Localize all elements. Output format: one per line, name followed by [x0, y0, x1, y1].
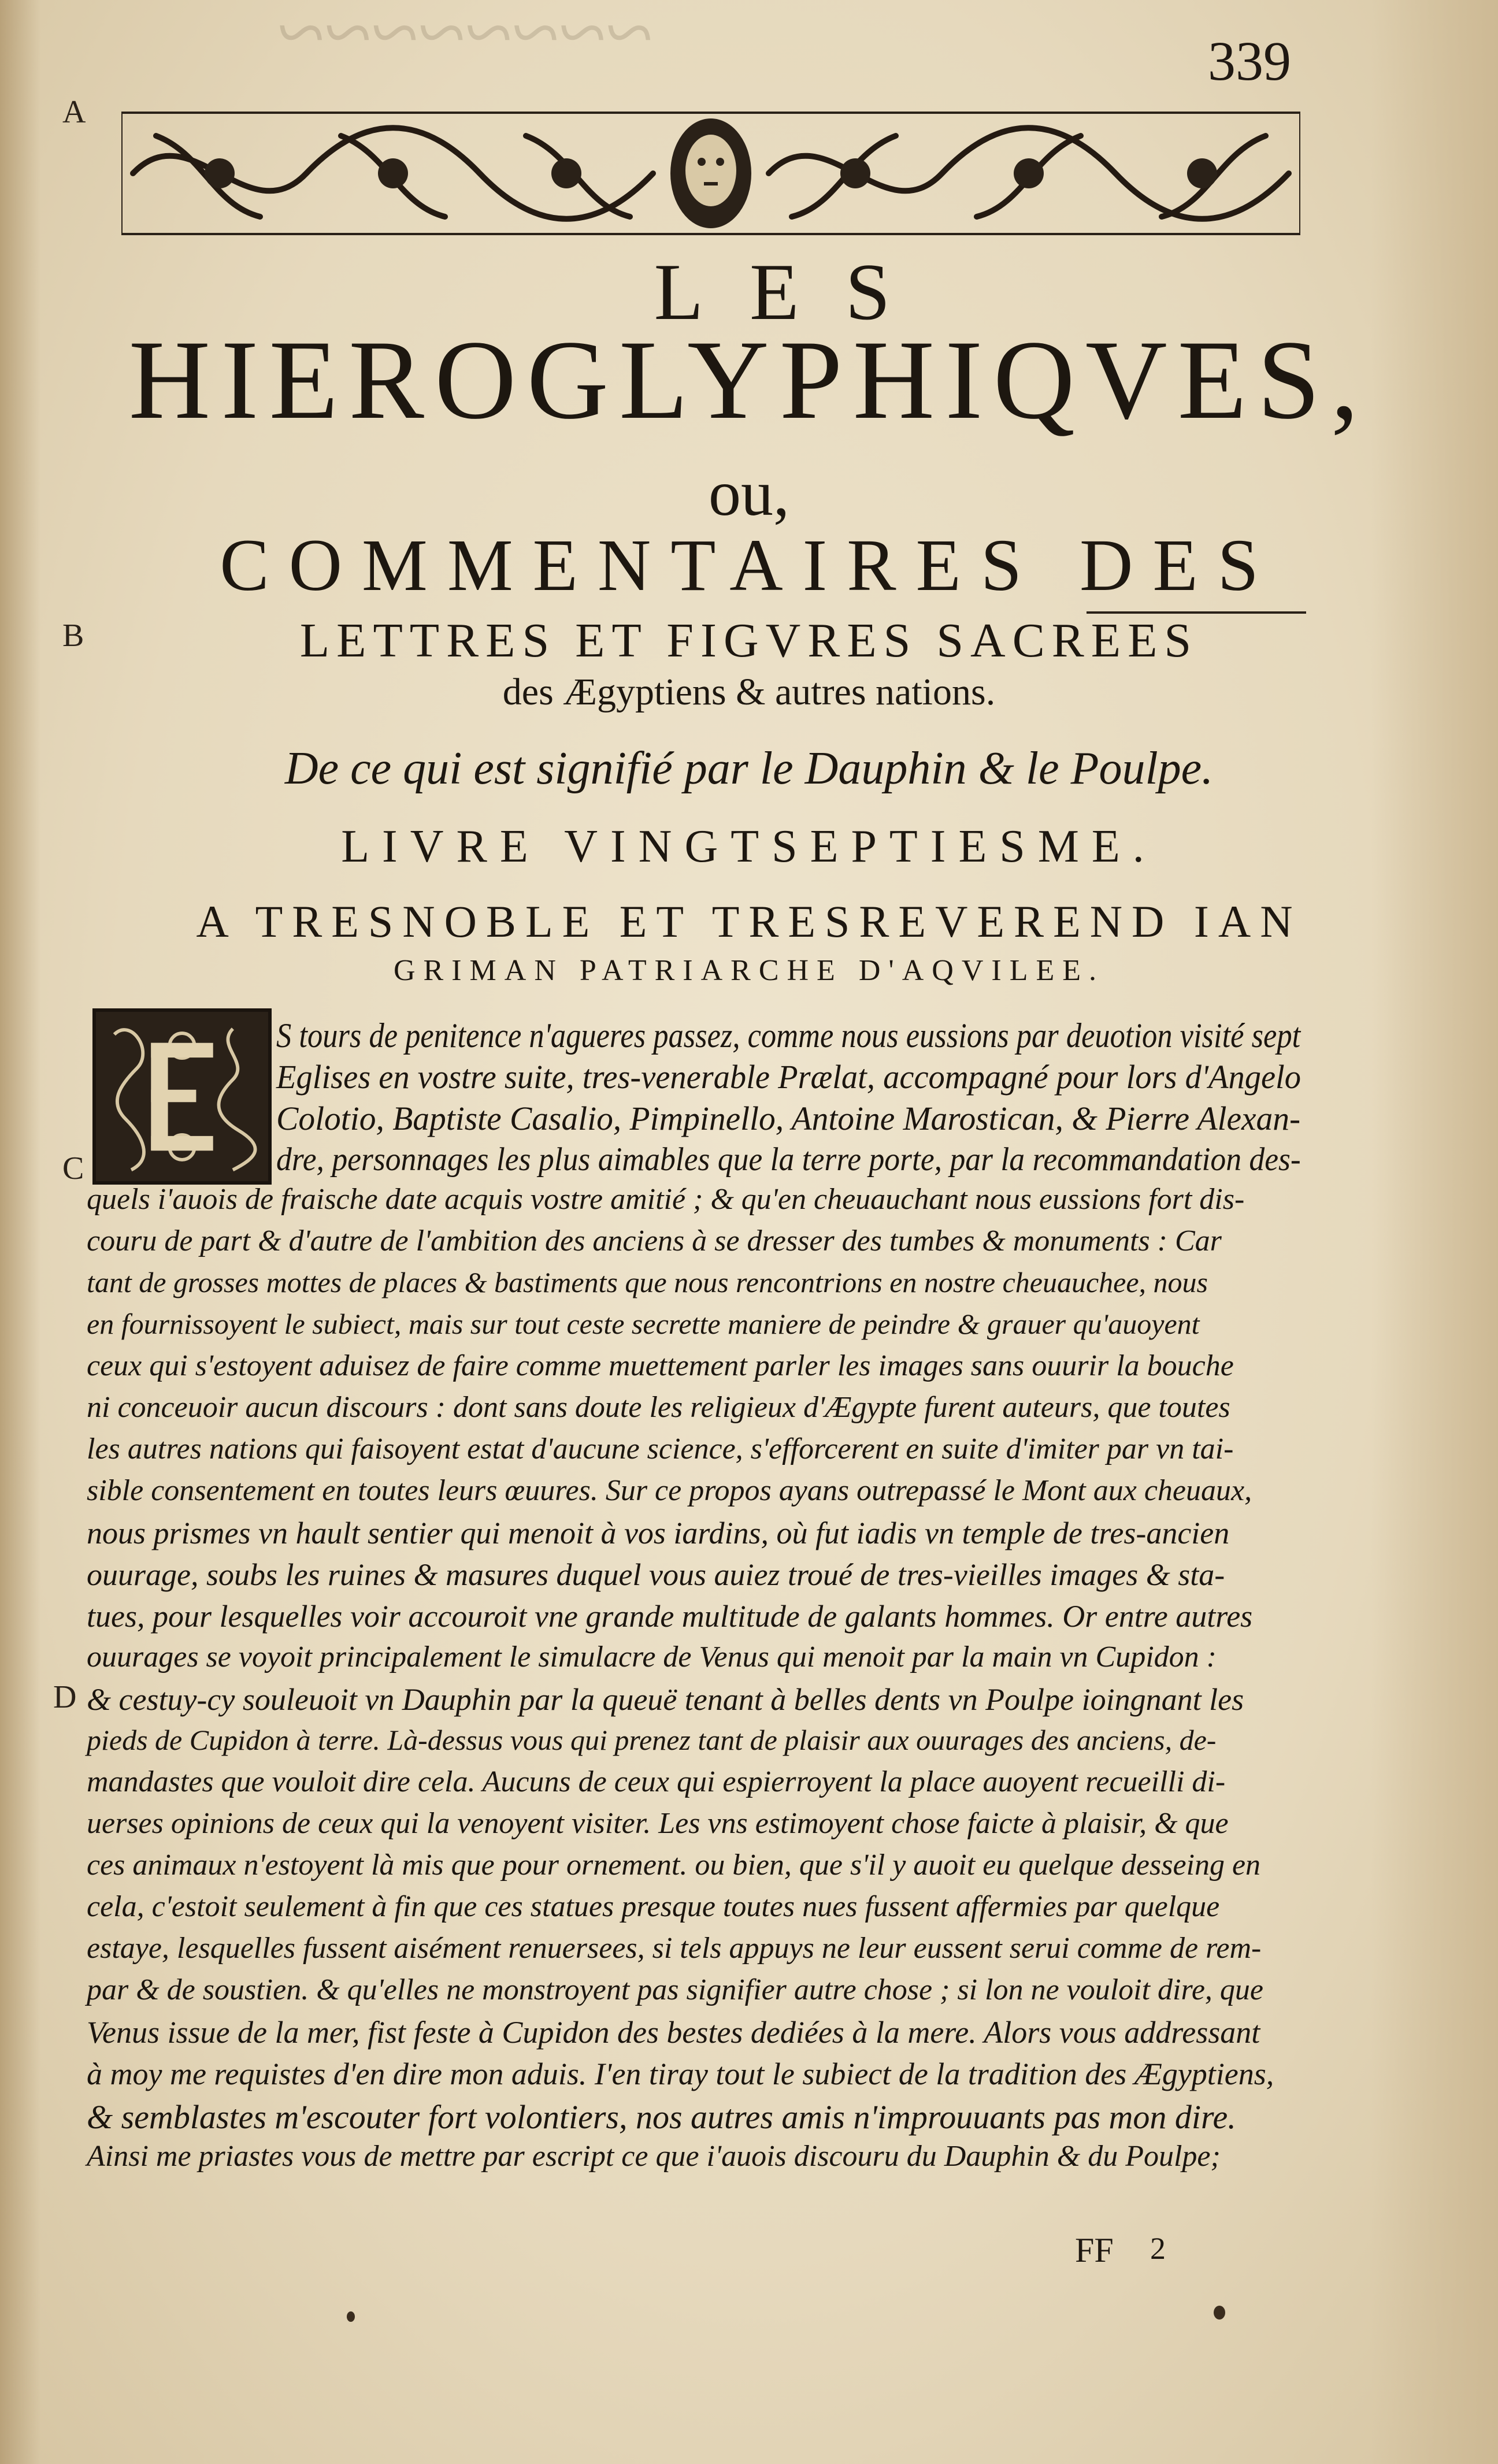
title-commentaires: COMMENTAIRES DES — [220, 524, 1278, 606]
body-line-15: tues, pour lesquelles voir accouroit vne grande multitude de galants hommes. Or entre autres — [87, 1599, 1253, 1634]
chapter-subject: De ce qui est signifié par le Dauphin & le Poulpe. — [284, 743, 1214, 794]
margin-letter-c: C — [62, 1151, 84, 1186]
body-line-21: ces animaux n'estoyent là mis que pour ornement. ou bien, que s'il y auoit eu quelque desseing en — [87, 1849, 1261, 1882]
body-line-20: uerses opinions de ceux qui la venoyent visiter. Les vns estimoyent chose faicte à plaisir, & que — [87, 1807, 1229, 1840]
dedication-line-1: A TRESNOBLE ET TRESREVEREND IAN — [196, 896, 1302, 947]
book-heading: LIVRE VINGTSEPTIESME. — [341, 821, 1157, 872]
body-line-28: Ainsi me priastes vous de mettre par escript ce que i'auois discouru du Dauphin & du Poulpe; — [87, 2140, 1221, 2173]
margin-letter-d: D — [53, 1679, 77, 1715]
body-line-27: & semblastes m'escouter fort volontiers, nos autres amis n'improuuants pas mon dire. — [87, 2098, 1236, 2136]
body-line-14: ouurage, soubs les ruines & masures duquel vous auiez troué de tres-vieilles images & sta- — [87, 1557, 1225, 1592]
signature-number: 2 — [1150, 2231, 1166, 2266]
title-hieroglyphiques: HIEROGLYPHIQVES, — [128, 317, 1370, 443]
body-line-22: cela, c'estoit seulement à fin que ces statues presque toutes nues fussent affermies par quelque — [87, 1890, 1220, 1923]
body-line-16: ouurages se voyoit principalement le simulacre de Venus qui menoit par la main vn Cupidon : — [87, 1641, 1217, 1673]
signature-mark: FF — [1075, 2231, 1114, 2269]
body-line-26: à moy me requistes d'en dire mon aduis. I'en tiray tout le subiect de la tradition des Ægyptiens, — [87, 2057, 1274, 2091]
title-des: des Ægyptiens & autres nations. — [502, 671, 996, 713]
margin-letter-a: A — [62, 94, 86, 130]
body-line-13: nous prismes vn hault sentier qui menoit à vos iardins, où fut iadis vn temple de tres-ancien — [87, 1516, 1230, 1550]
show-through-text: ~~~~~~~~ — [277, 0, 653, 80]
body-line-5: quels i'auois de fraische date acquis vostre amitié ; & qu'en cheuauchant nous eussions fort dis- — [87, 1183, 1245, 1216]
page-number: 339 — [1208, 30, 1291, 92]
body-line-25: Venus issue de la mer, fist feste à Cupidon des bestes dediées à la mere. Alors vous addressant — [87, 2015, 1260, 2050]
margin-letter-b: B — [62, 618, 84, 654]
headpiece-ornament — [121, 101, 1300, 246]
title-les: LES — [654, 247, 937, 337]
body-line-6: couru de part & d'autre de l'ambition des anciens à se dresser des tumbes & monuments : Car — [87, 1224, 1222, 1257]
body-line-17: & cestuy-cy souleuoit vn Dauphin par la queuë tenant à belles dents vn Poulpe ioingnant les — [87, 1682, 1244, 1717]
body-line-24: par & de soustien. & qu'elles ne monstroyent pas signifier autre chose ; si lon ne vouloit dire, que — [87, 1973, 1263, 2006]
body-line-4: dre, personnages les plus aimables que la terre porte, par la recommandation des- — [276, 1141, 1301, 1178]
body-line-8: en fournissoyent le subiect, mais sur tout ceste secrette maniere de peindre & grauer qu'auoyent — [87, 1308, 1200, 1340]
title-ou: ou, — [709, 458, 789, 529]
body-line-2: Eglises en vostre suite, tres-venerable Prælat, accompagné pour lors d'Angelo — [276, 1058, 1301, 1096]
body-line-19: mandastes que vouloit dire cela. Aucuns de ceux qui espierroyent la place auoyent recueilli di- — [87, 1765, 1226, 1798]
body-line-12: sible consentement en toutes leurs œuures. Sur ce propos ayans outrepassé le Mont aux cheuaux, — [87, 1474, 1252, 1507]
body-line-10: ni conceuoir aucun discours : dont sans doute les religieux d'Ægypte furent auteurs, que toutes — [87, 1391, 1230, 1424]
drop-capital-e — [92, 1008, 272, 1185]
ink-speck — [347, 2311, 355, 2322]
body-line-3: Colotio, Baptiste Casalio, Pimpinello, Antoine Marostican, & Pierre Alexan- — [276, 1100, 1301, 1137]
ink-speck — [1214, 2306, 1225, 2320]
body-line-23: estaye, lesquelles fussent aisément renuersees, si tels appuys ne leur eussent serui comme de rem- — [87, 1932, 1262, 1965]
body-line-11: les autres nations qui faisoyent estat d'aucune science, s'efforcerent en suite d'imiter par vn tai- — [87, 1433, 1234, 1465]
body-line-9: ceux qui s'estoyent aduisez de faire comme muettement parler les images sans ouurir la bouche — [87, 1349, 1234, 1382]
dedication-line-2: GRIMAN PATRIARCHE D'AQVILEE. — [393, 954, 1105, 987]
body-line-1: S tours de penitence n'agueres passez, comme nous eussions par deuotion visité sept — [276, 1016, 1301, 1055]
body-line-7: tant de grosses mottes de places & bastiments que nous rencontrions en nostre cheuauchee, nous — [87, 1266, 1208, 1298]
body-line-18: pieds de Cupidon à terre. Là-dessus vous qui prenez tant de plaisir aux ouurages des anciens, de- — [87, 1724, 1217, 1756]
title-lettres: LETTRES ET FIGVRES SACREES — [299, 614, 1199, 667]
